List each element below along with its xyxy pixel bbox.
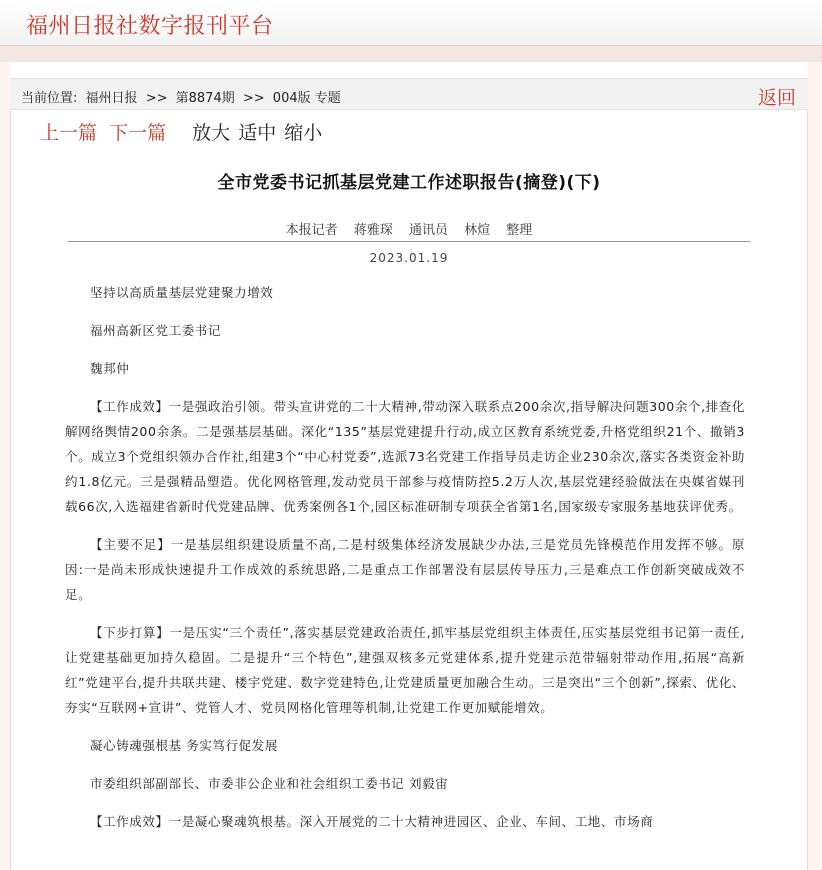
article-paragraph: 【主要不足】一是基层组织建设质量不高,二是村级集体经济发展缺少办法,三是党员先锋模范作用发挥不够。原因:一是尚未形成快速提升工作成效的系统思路,二是重点工作部署没有层层传导压力,三是难点工作创新突破成效不足。 xyxy=(65,537,745,602)
back-link[interactable]: 返回 xyxy=(757,87,796,109)
zoom-out-link[interactable]: 缩小 xyxy=(284,122,323,144)
next-article-link[interactable]: 下一篇 xyxy=(109,122,167,144)
article-paragraph: 坚持以高质量基层党建聚力增效 xyxy=(90,285,274,300)
article-paragraph: 【下步打算】一是压实“三个责任”,落实基层党建政治责任,抓牢基层党组织主体责任,压实基层党组书记第一责任,让党建基础更加持久稳固。二是提升“三个特色”,建强双核多元党建体系,提升党建示范带辐射带动作用,拓展“高新红”党建平台,提升共联共建、楼宇党建、数字党建特色,让党建质量更加融合生动。三是突出“三个创新”,探索、优化、夯实“互联网+宣讲”、党管人才、党员网格化管理等机制,让党建工作更加赋能增效。 xyxy=(65,625,745,715)
byline-part: 林煊 xyxy=(464,223,491,238)
article-paragraph: 【工作成效】一是凝心聚魂筑根基。深入开展党的二十大精神进园区、企业、车间、工地、市场商 xyxy=(90,814,654,829)
article-paragraph: 市委组织部副部长、市委非公企业和社会组织工委书记 刘毅宙 xyxy=(90,776,449,791)
breadcrumb-text xyxy=(21,87,345,106)
breadcrumb-separator: >> xyxy=(242,91,265,106)
breadcrumb-issue-link[interactable]: 第8874期 xyxy=(175,91,235,106)
article-byline xyxy=(10,219,808,238)
zoom-in-link[interactable]: 放大 xyxy=(192,122,231,144)
article-paragraph: 魏邦仲 xyxy=(90,361,130,376)
title-divider xyxy=(68,241,750,242)
article-nav xyxy=(40,118,322,145)
article-paragraph: 凝心铸魂强根基 务实笃行促发展 xyxy=(90,738,278,753)
article-body xyxy=(65,280,745,847)
header-band xyxy=(0,46,822,62)
byline-part: 通讯员 xyxy=(408,223,448,238)
zoom-fit-link[interactable]: 适中 xyxy=(238,122,277,144)
byline-part: 整理 xyxy=(506,223,533,238)
breadcrumb-page-link[interactable]: 004版 专题 xyxy=(272,91,341,106)
top-header xyxy=(0,0,822,46)
byline-part: 本报记者 xyxy=(285,223,338,238)
breadcrumb-prefix: 当前位置: xyxy=(21,91,78,106)
prev-article-link[interactable]: 上一篇 xyxy=(40,122,98,144)
article-paragraph: 福州高新区党工委书记 xyxy=(90,323,222,338)
article-date: 2023.01.19 xyxy=(369,251,449,265)
site-brand[interactable]: 福州日报社数字报刊平台 xyxy=(26,14,274,39)
breadcrumb xyxy=(10,78,808,110)
breadcrumb-paper-link[interactable]: 福州日报 xyxy=(85,91,138,106)
panel-top-strip xyxy=(10,62,808,78)
byline-part: 蒋雅琛 xyxy=(353,223,393,238)
article-title: 全市党委书记抓基层党建工作述职报告(摘登)(下) xyxy=(217,173,601,193)
breadcrumb-separator: >> xyxy=(145,91,168,106)
article-paragraph: 【工作成效】一是强政治引领。带头宣讲党的二十大精神,带动深入联系点200余次,指导解决问题300余个,排查化解网络舆情200余条。二是强基层基础。深化“135”基层党建提升行动,成立区教育系统党委,升格党组织21个、撤销3个。成立3个党组织领办合作社,组建3个“中心村党委”,选派73名党建工作指导员走访企业230余次,落实各类资金补助约1.8亿元。三是强精品塑造。优化网格管理,发动党员干部参与疫情防控5.2万人次,基层党建经验做法在央媒省媒刊载66次,入选福建省新时代党建品牌、优秀案例各1个,园区标准研制专项获全省第1名,国家级专家服务基地获评优秀。 xyxy=(65,399,745,514)
